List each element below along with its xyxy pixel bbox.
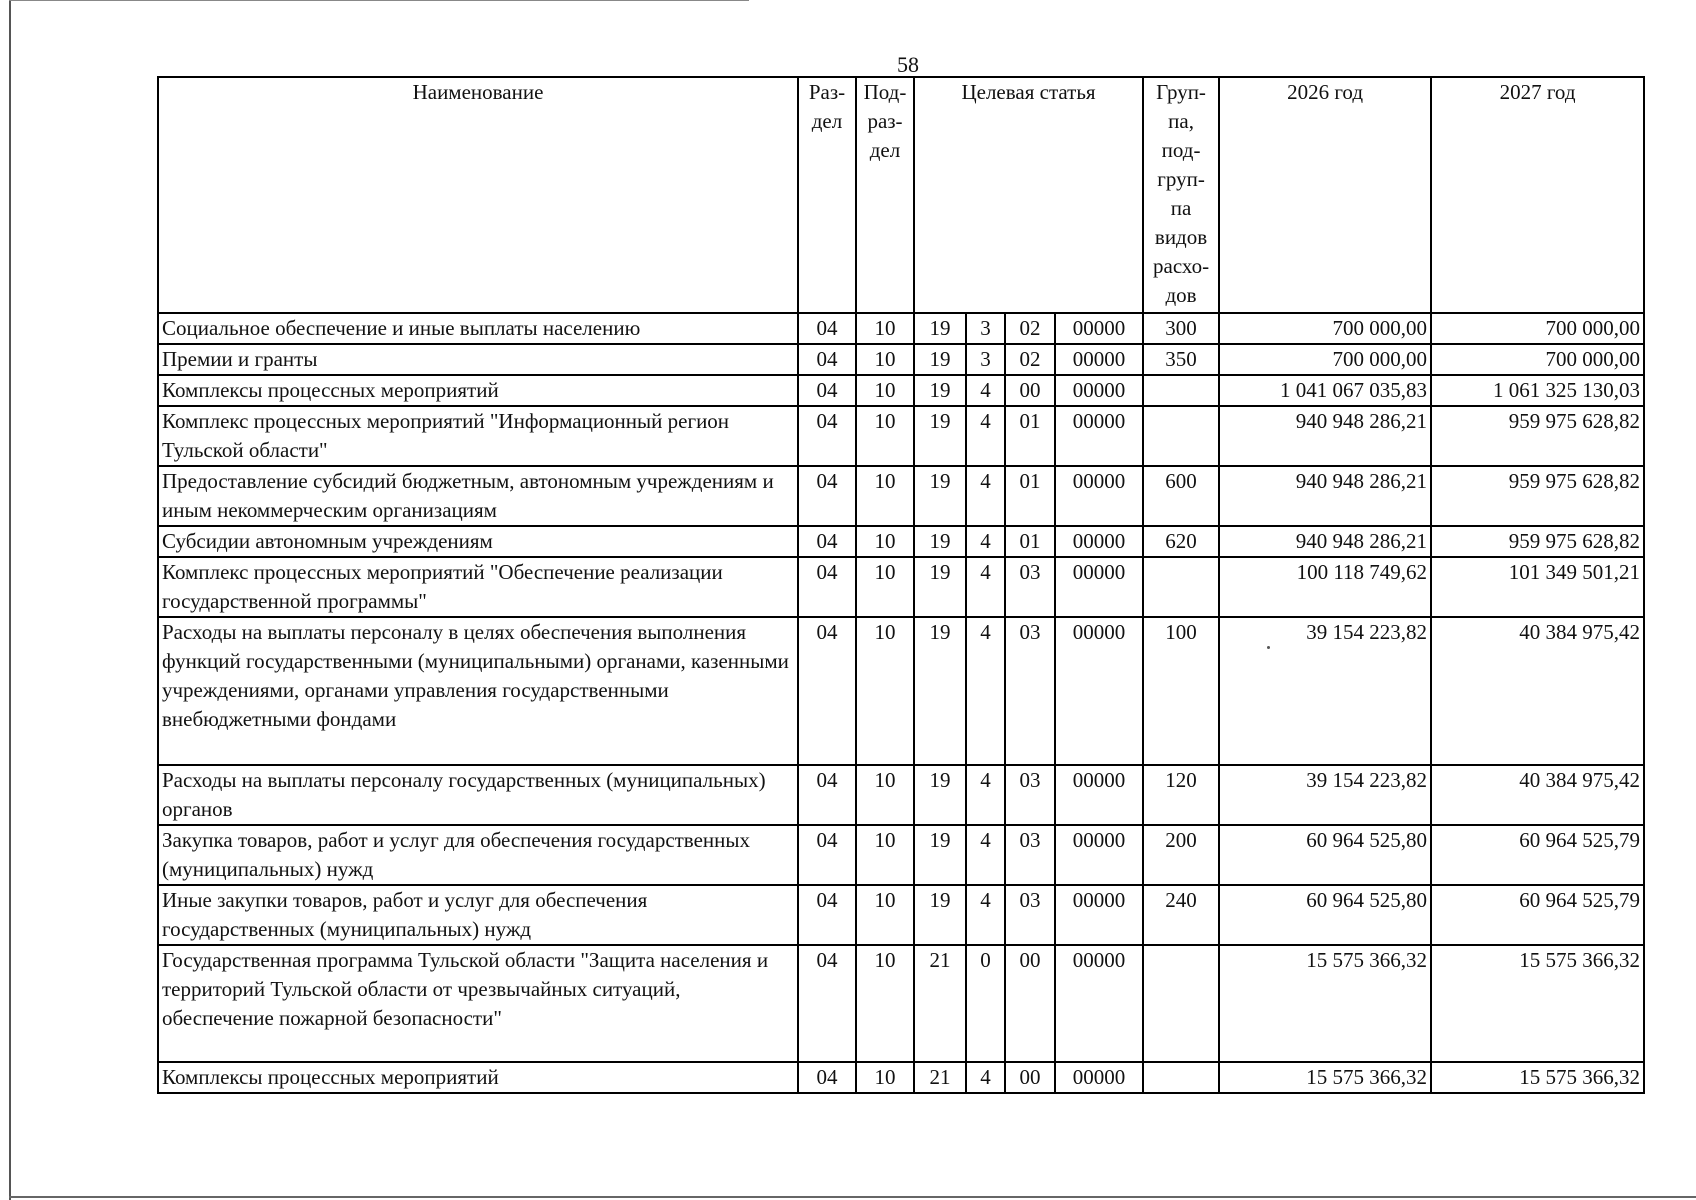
row-expense-group: 350 xyxy=(1143,344,1219,375)
row-razdel: 04 xyxy=(798,344,856,375)
row-amount-2027: 15 575 366,32 xyxy=(1431,945,1644,1062)
row-expense-group xyxy=(1143,406,1219,466)
row-podrazdel: 10 xyxy=(856,557,914,617)
row-razdel: 04 xyxy=(798,945,856,1062)
row-name: Предоставление субсидий бюджетным, автономным учреждениям и иным некоммерческим организациям xyxy=(158,466,798,526)
row-subprogram-code: 4 xyxy=(966,406,1005,466)
row-razdel: 04 xyxy=(798,617,856,765)
row-event-code: 01 xyxy=(1005,466,1055,526)
table-row xyxy=(158,885,1644,945)
row-direction-code: 00000 xyxy=(1055,765,1143,825)
row-direction-code: 00000 xyxy=(1055,466,1143,526)
row-program-code: 19 xyxy=(914,313,966,344)
row-podrazdel: 10 xyxy=(856,617,914,765)
row-program-code: 21 xyxy=(914,1062,966,1093)
row-program-code: 19 xyxy=(914,617,966,765)
row-program-code: 19 xyxy=(914,526,966,557)
row-razdel: 04 xyxy=(798,557,856,617)
row-subprogram-code: 0 xyxy=(966,945,1005,1062)
row-expense-group: 600 xyxy=(1143,466,1219,526)
row-program-code: 21 xyxy=(914,945,966,1062)
table-row xyxy=(158,945,1644,1062)
row-subprogram-code: 4 xyxy=(966,466,1005,526)
row-razdel: 04 xyxy=(798,406,856,466)
header-year-2026: 2026 год xyxy=(1219,77,1431,313)
row-amount-2026: 940 948 286,21 xyxy=(1219,406,1431,466)
row-program-code: 19 xyxy=(914,466,966,526)
row-program-code: 19 xyxy=(914,765,966,825)
row-expense-group: 200 xyxy=(1143,825,1219,885)
row-amount-2026: 60 964 525,80 xyxy=(1219,885,1431,945)
row-amount-2027: 40 384 975,42 xyxy=(1431,617,1644,765)
table-row xyxy=(158,466,1644,526)
row-razdel: 04 xyxy=(798,765,856,825)
row-program-code: 19 xyxy=(914,406,966,466)
row-razdel: 04 xyxy=(798,313,856,344)
row-podrazdel: 10 xyxy=(856,344,914,375)
row-program-code: 19 xyxy=(914,344,966,375)
table-body xyxy=(158,313,1644,1093)
header-tselevaya-statya: Целевая статья xyxy=(914,77,1143,313)
row-amount-2027: 60 964 525,79 xyxy=(1431,885,1644,945)
row-subprogram-code: 4 xyxy=(966,1062,1005,1093)
scan-speck xyxy=(1267,646,1270,649)
row-amount-2026: 940 948 286,21 xyxy=(1219,526,1431,557)
row-direction-code: 00000 xyxy=(1055,1062,1143,1093)
table-row xyxy=(158,1062,1644,1093)
row-direction-code: 00000 xyxy=(1055,945,1143,1062)
row-subprogram-code: 4 xyxy=(966,617,1005,765)
row-expense-group xyxy=(1143,1062,1219,1093)
row-podrazdel: 10 xyxy=(856,375,914,406)
header-gruppa-vidov-raskhodov: Груп-па, под-груп-па видов расхо-дов xyxy=(1143,77,1219,313)
row-direction-code: 00000 xyxy=(1055,406,1143,466)
row-subprogram-code: 3 xyxy=(966,344,1005,375)
row-expense-group xyxy=(1143,557,1219,617)
row-expense-group: 120 xyxy=(1143,765,1219,825)
row-razdel: 04 xyxy=(798,885,856,945)
table-row xyxy=(158,344,1644,375)
row-podrazdel: 10 xyxy=(856,1062,914,1093)
row-direction-code: 00000 xyxy=(1055,825,1143,885)
row-expense-group: 240 xyxy=(1143,885,1219,945)
row-subprogram-code: 4 xyxy=(966,765,1005,825)
row-event-code: 03 xyxy=(1005,825,1055,885)
row-name: Комплекс процессных мероприятий "Обеспечение реализации государственной программы" xyxy=(158,557,798,617)
row-amount-2027: 101 349 501,21 xyxy=(1431,557,1644,617)
row-direction-code: 00000 xyxy=(1055,885,1143,945)
row-name: Расходы на выплаты персоналу в целях обеспечения выполнения функций государственными (муниципальными) органами, казенными учреждениями, органами управления государственными внебюджетными фондами xyxy=(158,617,798,765)
row-subprogram-code: 4 xyxy=(966,557,1005,617)
row-amount-2027: 959 975 628,82 xyxy=(1431,526,1644,557)
row-direction-code: 00000 xyxy=(1055,557,1143,617)
row-amount-2026: 940 948 286,21 xyxy=(1219,466,1431,526)
row-name: Субсидии автономным учреждениям xyxy=(158,526,798,557)
row-event-code: 00 xyxy=(1005,375,1055,406)
row-event-code: 01 xyxy=(1005,406,1055,466)
page-number: 58 xyxy=(897,52,919,77)
row-expense-group: 300 xyxy=(1143,313,1219,344)
row-name: Социальное обеспечение и иные выплаты населению xyxy=(158,313,798,344)
row-program-code: 19 xyxy=(914,557,966,617)
row-amount-2026: 15 575 366,32 xyxy=(1219,945,1431,1062)
row-name: Иные закупки товаров, работ и услуг для обеспечения государственных (муниципальных) нужд xyxy=(158,885,798,945)
row-amount-2026: 15 575 366,32 xyxy=(1219,1062,1431,1093)
row-event-code: 02 xyxy=(1005,313,1055,344)
row-amount-2027: 959 975 628,82 xyxy=(1431,466,1644,526)
row-podrazdel: 10 xyxy=(856,945,914,1062)
header-year-2027: 2027 год xyxy=(1431,77,1644,313)
row-expense-group: 620 xyxy=(1143,526,1219,557)
table-row xyxy=(158,557,1644,617)
row-amount-2027: 60 964 525,79 xyxy=(1431,825,1644,885)
table-row xyxy=(158,375,1644,406)
row-amount-2026: 39 154 223,82 xyxy=(1219,765,1431,825)
row-expense-group xyxy=(1143,945,1219,1062)
row-event-code: 00 xyxy=(1005,945,1055,1062)
row-subprogram-code: 4 xyxy=(966,885,1005,945)
row-amount-2026: 1 041 067 035,83 xyxy=(1219,375,1431,406)
row-event-code: 03 xyxy=(1005,557,1055,617)
row-program-code: 19 xyxy=(914,825,966,885)
row-expense-group xyxy=(1143,375,1219,406)
scan-edge-left xyxy=(9,0,11,1200)
scan-edge-bottom xyxy=(9,1196,1696,1198)
row-event-code: 03 xyxy=(1005,617,1055,765)
row-razdel: 04 xyxy=(798,466,856,526)
row-name: Государственная программа Тульской области "Защита населения и территорий Тульской области от чрезвычайных ситуаций, обеспечение пожарной безопасности" xyxy=(158,945,798,1062)
row-podrazdel: 10 xyxy=(856,466,914,526)
row-event-code: 02 xyxy=(1005,344,1055,375)
row-amount-2027: 1 061 325 130,03 xyxy=(1431,375,1644,406)
row-program-code: 19 xyxy=(914,375,966,406)
row-amount-2027: 15 575 366,32 xyxy=(1431,1062,1644,1093)
row-program-code: 19 xyxy=(914,885,966,945)
row-name: Премии и гранты xyxy=(158,344,798,375)
row-podrazdel: 10 xyxy=(856,885,914,945)
row-direction-code: 00000 xyxy=(1055,617,1143,765)
row-podrazdel: 10 xyxy=(856,825,914,885)
row-razdel: 04 xyxy=(798,1062,856,1093)
row-subprogram-code: 4 xyxy=(966,825,1005,885)
row-event-code: 01 xyxy=(1005,526,1055,557)
row-podrazdel: 10 xyxy=(856,406,914,466)
row-direction-code: 00000 xyxy=(1055,526,1143,557)
header-name: Наименование xyxy=(158,77,798,313)
row-amount-2026: 100 118 749,62 xyxy=(1219,557,1431,617)
table-row xyxy=(158,313,1644,344)
row-name: Расходы на выплаты персоналу государственных (муниципальных) органов xyxy=(158,765,798,825)
table-row xyxy=(158,406,1644,466)
row-amount-2027: 700 000,00 xyxy=(1431,313,1644,344)
table-row xyxy=(158,825,1644,885)
row-direction-code: 00000 xyxy=(1055,375,1143,406)
row-name: Комплексы процессных мероприятий xyxy=(158,1062,798,1093)
row-subprogram-code: 4 xyxy=(966,375,1005,406)
row-subprogram-code: 3 xyxy=(966,313,1005,344)
scan-edge-top xyxy=(9,0,749,1)
row-razdel: 04 xyxy=(798,375,856,406)
header-razdel: Раз-дел xyxy=(798,77,856,313)
row-podrazdel: 10 xyxy=(856,526,914,557)
budget-table xyxy=(157,76,1645,1094)
row-amount-2026: 39 154 223,82 xyxy=(1219,617,1431,765)
row-amount-2026: 700 000,00 xyxy=(1219,344,1431,375)
row-razdel: 04 xyxy=(798,526,856,557)
row-expense-group: 100 xyxy=(1143,617,1219,765)
row-name: Закупка товаров, работ и услуг для обеспечения государственных (муниципальных) нужд xyxy=(158,825,798,885)
row-amount-2027: 700 000,00 xyxy=(1431,344,1644,375)
row-name: Комплекс процессных мероприятий "Информационный регион Тульской области" xyxy=(158,406,798,466)
row-amount-2026: 700 000,00 xyxy=(1219,313,1431,344)
row-event-code: 03 xyxy=(1005,885,1055,945)
header-podrazdel: Под-раз-дел xyxy=(856,77,914,313)
row-razdel: 04 xyxy=(798,825,856,885)
row-podrazdel: 10 xyxy=(856,313,914,344)
table-row xyxy=(158,526,1644,557)
row-amount-2027: 40 384 975,42 xyxy=(1431,765,1644,825)
row-amount-2027: 959 975 628,82 xyxy=(1431,406,1644,466)
row-name: Комплексы процессных мероприятий xyxy=(158,375,798,406)
row-event-code: 03 xyxy=(1005,765,1055,825)
row-direction-code: 00000 xyxy=(1055,313,1143,344)
row-event-code: 00 xyxy=(1005,1062,1055,1093)
table-row xyxy=(158,765,1644,825)
table-header xyxy=(158,77,1644,313)
row-podrazdel: 10 xyxy=(856,765,914,825)
row-direction-code: 00000 xyxy=(1055,344,1143,375)
row-amount-2026: 60 964 525,80 xyxy=(1219,825,1431,885)
table-row xyxy=(158,617,1644,765)
row-subprogram-code: 4 xyxy=(966,526,1005,557)
